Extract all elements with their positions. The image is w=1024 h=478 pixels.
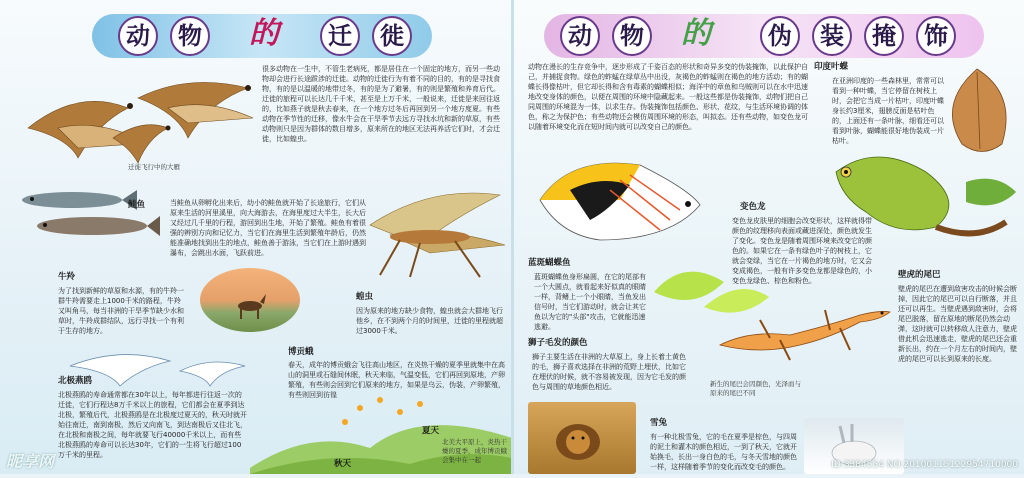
leaf-butterfly-text: 在亚洲印度的一些森林里，常常可以看到一种叶蝶，当它停留在树枝上时，会把它当成一片枯叶，印度叶蝶身长约3厘米，翅膀反面是枯叶色的，上面还有一条叶脉，细看还可以看到叶脉，蝴蝶能很好地伪装成一片枯叶。 bbox=[832, 77, 944, 145]
locust-illustration bbox=[360, 165, 510, 285]
chameleon-label: 变色龙 bbox=[740, 202, 766, 212]
antelope-photo bbox=[200, 268, 300, 332]
title-char: 饰 bbox=[916, 16, 956, 56]
locust-label: 蝗虫 bbox=[356, 292, 374, 302]
hare-label: 雪兔 bbox=[650, 418, 668, 428]
gecko-label: 壁虎的尾巴 bbox=[898, 270, 941, 280]
salmon-text: 当鲑鱼从卵孵化出来后，幼小的鲑鱼就开始了长途旅行，它们从原来生活的河里溪里，向大海游去，在海里度过大半生，长大后又经过几千里的行程，游回到出生地，开始了繁殖。鲑鱼有着很强的辨别方向和记忆力，当它们在海里生活到繁殖年龄后，仍然能准确地找到出生的地点，鲑鱼善于游泳，当它们在上游时遇到瀑布，会跳出水面，飞跃前进。 bbox=[170, 199, 366, 257]
title-char: 伪 bbox=[760, 16, 800, 56]
summer-text: 北美大平原上，炎热干燥的夏季，成年博贡蛾会集中在一起 bbox=[442, 438, 507, 464]
title-char: 迁 bbox=[320, 16, 360, 56]
butterflyfish-illustration bbox=[530, 150, 710, 250]
butterfly-text: 春天，成年的博贡蛾会飞往高山地区，在炎热干燥的夏季里就集中在高山的洞里或石缝间休眠，秋天来临，气温变低，它们再回到原地，产卵繁殖，有些则会回到它们原来的地方，如果是乌云，伪装，产卵繁殖，有些则回到彷徨 bbox=[288, 361, 505, 399]
title-char: 动 bbox=[118, 16, 158, 56]
butterflyfish-label: 蓝斑蝴蝶鱼 bbox=[528, 258, 571, 268]
lion-photo bbox=[528, 402, 636, 474]
left-page bbox=[0, 0, 512, 474]
butterfly-label: 博贡蛾 bbox=[288, 347, 314, 357]
title-char: 的 bbox=[681, 16, 711, 51]
title-char: 物 bbox=[612, 16, 652, 56]
antelope-label: 牛羚 bbox=[58, 272, 76, 282]
title-char: 物 bbox=[170, 16, 210, 56]
title-char: 徙 bbox=[372, 16, 412, 56]
intro-paragraph: 动物在漫长的生存竞争中，逐步形成了千姿百态的形状和奇异多变的伪装掩饰，以此保护自己，并捕捉食物。绿色的蚱蜢在绿草丛中出没，灰褐色的蚱蜢则在褐色的地方活动；有的蝴蝶长得像枯叶，但它却长得和含有毒素的蝴蝶相似；海洋中的章鱼和乌贼则可以在水中迅速地改变身体的颜色，以便在周围的环境中隐藏起来。一般这些都是伪装掩饰，动物们把自己同周围的环境混为一体，以求生存。伪装掩饰包括颜色、形状、花纹，与生活环境协调的体色，称之为保护色；有些动物还会模仿周围环境的形态，叫拟态。还有些动物，如变色龙可以随着环境变化而在短时间内就可以改变自己的颜色。 bbox=[528, 63, 808, 131]
antelope-text: 为了找到新鲜的草原和水源，有的牛羚一群牛羚需要走上1000千米的路程，牛羚又叫角马，每当非洲的干旱季节缺少水和草时，牛羚成群结队，远行寻找一个有利于生存的地方。 bbox=[58, 287, 184, 335]
intro-paragraph: 很多动物在一生中，不管生老病死，都是居住在一个固定的地方，而另一些动物却会进行长途跋涉的迁徙。动物的迁徙行为有着不同的目的，有的是寻找食物，有的是以温暖的地带过冬，有的是为了避暑，有的则是繁殖和养育后代。迁徙的旅程可以长达几千千米，甚至是上万千米，一般说来，迁徙是来回往返的，比如燕子就是秋去春来，在一个地方过冬后再回到另一个地方度夏。有些动物在季节性的迁移，像水牛会在干旱季节去远方寻找水坑和新的草原，有些动物则只是因为群体的数目增多，原来所在的地区无法再养活它们时，才会迁徙，比如蝗虫。 bbox=[262, 65, 500, 143]
tern-illustration bbox=[60, 346, 250, 396]
tern-text: 北极燕鸥的寿命通常都在30年以上，每年都进行往返一次的迁徙，它们行程达8万千米以上的旅程，它们都会在夏季到达北极，繁殖后代，北极燕鸥是在北极度过夏天的，秋天时就开始往南迁，南到南极，然后又向南飞，到达南极后又往北飞，在北极和南极之间，每年就要飞行40000千米以上，而有些北极燕鸥的寿命可以长达30年，它们的一生将飞行超过100万千米的里程。 bbox=[58, 391, 247, 459]
watermark-logo: 昵享网 bbox=[6, 452, 55, 471]
autumn-label: 秋天 bbox=[334, 459, 352, 469]
tern-label: 北极燕鸥 bbox=[58, 376, 93, 386]
leaf-butterfly-label: 印度叶蝶 bbox=[814, 62, 849, 72]
title-char: 掩 bbox=[864, 16, 904, 56]
title-char: 装 bbox=[812, 16, 852, 56]
gecko-illustration bbox=[710, 290, 900, 370]
geese-illustration bbox=[18, 68, 258, 178]
salmon-label: 鲑鱼 bbox=[128, 200, 146, 210]
gecko-caption: 新生的尾巴会因颜色，光泽而与原来的尾巴不同 bbox=[710, 380, 801, 397]
lion-label: 狮子毛发的颜色 bbox=[528, 338, 588, 348]
gecko-text: 壁虎的尾巴在遭到敌害攻击的时候会断掉，因此它的尾巴可以自行断落，并且还可以再生。当壁虎遇到敌害时，会将尾巴脱落，留在原地的断尾仍然会动弹，这时就可以转移敌人注意力，壁虎借此机会迅速逃走，壁虎的尾巴还会重新长出，约在一个月左右的时间内，壁虎的尾巴可以长到原来的长度。 bbox=[898, 285, 1017, 363]
title-char: 动 bbox=[560, 16, 600, 56]
hare-text: 有一种北极雪兔，它的毛在夏季是棕色，与四周的泥土和灌木的颜色相近，一到了秋天，它就开始换毛，长出一身白色的毛，与冬天雪地的颜色一样，这样随着季节的变化而改变毛的颜色。 bbox=[650, 433, 797, 471]
title-char: 的 bbox=[249, 16, 279, 51]
summer-label: 夏天 bbox=[422, 426, 440, 436]
locust-text: 因为原来的地方缺少食物，蝗虫就会大群地飞行他乡，在不到两个月的时间里，迁徙的里程就超过3000千米。 bbox=[356, 307, 503, 335]
chameleon-text: 变色龙皮肤里的细胞会改变形状，这样就得带颜色的纹理移向表面或藏进深处，颜色就发生了变化。变色龙是随着周围环境来改变它的颜色的。如果它在一条有绿色叶子的树枝上，它就会变绿，当它在一片褐色的地方时，它又会变成褐色，一般有许多变色龙都是绿色的，小变色龙绿色、棕色和粉色。 bbox=[732, 217, 872, 285]
right-page bbox=[514, 0, 1024, 474]
butterflyfish-text: 蓝斑蝴蝶鱼身形扁圆，在它的尾部有一个大圆点，就看起来好似真的眼睛一样，背鳍上一个小眼睛，当鱼发出信号时，当它们游动时，就会让其它鱼以为它的"头部"攻击，它就能迅速逃避。 bbox=[534, 273, 646, 331]
chameleon-illustration bbox=[816, 132, 1024, 262]
watermark-id: ID:3384554 NO:20100115122954710000 bbox=[831, 460, 1018, 470]
salmon-illustration bbox=[12, 182, 162, 252]
lion-text: 狮子主要生活在非洲的大草原上，身上长着土黄色的毛，狮子喜欢选择在非洲的荒野上埋伏，比如它在埋伏的时候，就不容易被发现，因为它毛发的颜色与周围的草地颜色相近。 bbox=[532, 353, 686, 391]
geese-caption: 迁徙飞行中的大雁 bbox=[128, 163, 180, 171]
